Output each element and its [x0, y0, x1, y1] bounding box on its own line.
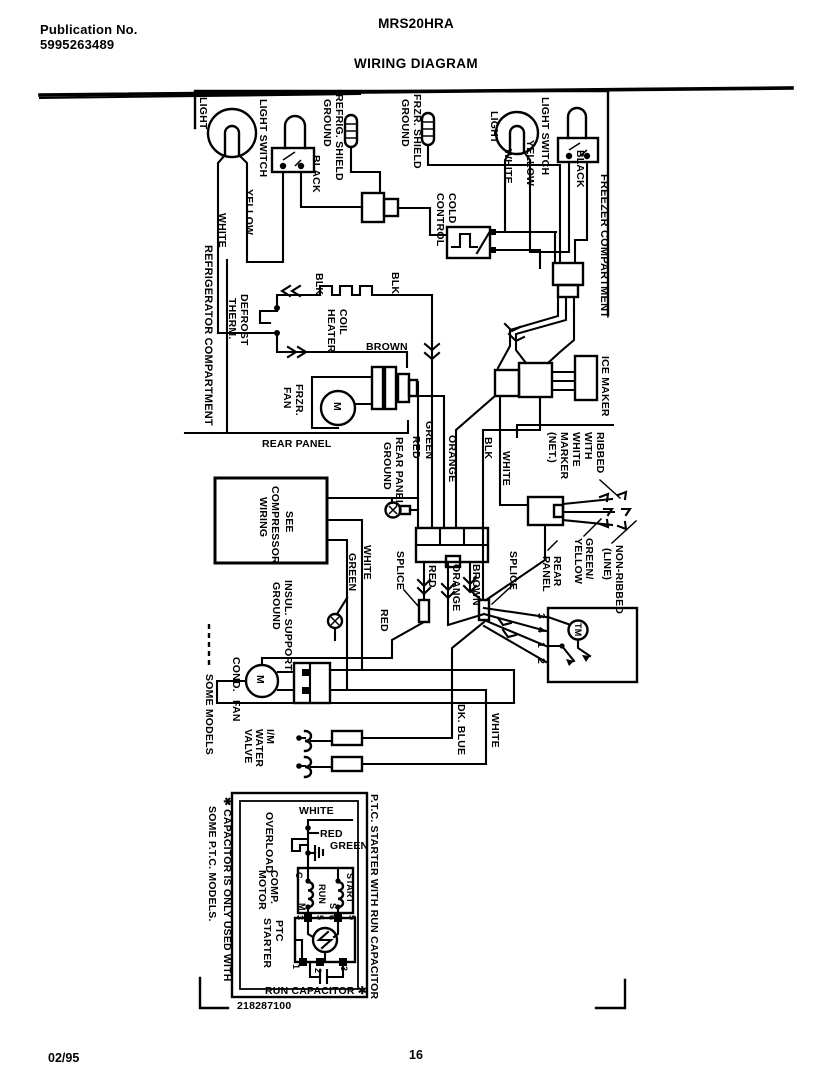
label-red: RED — [410, 436, 422, 459]
label-frz-white: WHITE — [502, 149, 514, 184]
insul-support-ground-lug — [328, 614, 342, 640]
ptc-top-t1: 3 — [295, 915, 305, 921]
label-ribbed-4: MARKER — [558, 432, 570, 480]
ptc-top-t3: 6 — [327, 915, 337, 921]
ptc-bot-t1: 1 — [291, 964, 301, 970]
publication-label: Publication No. — [40, 22, 138, 37]
label-frzr-shield-ground-2: GROUND — [399, 99, 411, 147]
label-water-valve-1: I/M — [264, 729, 276, 745]
label-insul-support-1: INSUL. SUPPORT — [282, 580, 294, 671]
label-wiring: WIRING — [257, 497, 269, 538]
label-splice-right: SPLICE — [507, 551, 519, 591]
ptc-s: S — [328, 903, 338, 910]
label-ribbed-2: WITH — [582, 432, 594, 460]
label-water-valve-3: VALVE — [242, 729, 254, 764]
label-green-yellow-2: YELLOW — [572, 538, 584, 585]
defrost-thermostat — [274, 305, 280, 336]
label-refrig-shield-ground-2: GROUND — [321, 99, 333, 147]
label-frz-light-switch: LIGHT SWITCH — [539, 97, 551, 176]
label-ice-maker: ICE MAKER — [599, 356, 611, 417]
label-orange-2: ORANGE — [450, 564, 462, 612]
ptc-title: P.T.C. STARTER WITH RUN CAPACITOR — [368, 794, 380, 1000]
label-white-3: WHITE — [489, 713, 501, 748]
label-frzr-fan-2: FAN — [281, 387, 293, 409]
label-white: WHITE — [500, 451, 512, 486]
label-ref-light-switch: LIGHT SWITCH — [257, 99, 269, 178]
footer-page-number: 16 — [409, 1048, 423, 1062]
label-water-valve-2: WATER — [253, 729, 265, 768]
freezer-connector — [553, 263, 583, 310]
ptc-starter-1: PTC — [273, 920, 285, 942]
label-splice-left: SPLICE — [394, 551, 406, 591]
label-blk: BLK — [482, 437, 494, 460]
label-compressor: COMPRESSOR — [269, 486, 281, 564]
label-brown-2: BROWN — [470, 564, 482, 606]
label-ref-yellow: YELLOW — [243, 189, 255, 236]
ptc-note-2: SOME P.T.C. MODELS. — [206, 806, 218, 922]
label-frz-yellow: YELLOW — [524, 140, 536, 187]
label-frzr-fan-1: FRZR. — [293, 384, 305, 416]
label-green-yellow-1: GREEN/ — [583, 538, 595, 580]
ptc-white: WHITE — [299, 805, 334, 817]
publication-number: 5995263489 — [40, 37, 115, 52]
splice-left — [419, 600, 429, 622]
label-frz-black: BLACK — [574, 150, 586, 188]
label-cold-control-1: COLD — [446, 193, 458, 224]
timer-motor-glyph: TM — [573, 623, 583, 637]
timer-terminal-1: 1 — [535, 642, 547, 649]
label-rear-panel-ground-1: REAR PANEL — [393, 437, 405, 507]
label-refrigerator-compartment: REFRIGERATOR COMPARTMENT — [202, 245, 214, 426]
label-ref-white: WHITE — [216, 213, 228, 248]
label-defrost-therm-2: THERM. — [226, 298, 238, 340]
label-ribbed-3: WHITE — [570, 432, 582, 467]
main-harness-connector — [416, 528, 488, 567]
label-dk-blue: DK. BLUE — [455, 704, 467, 756]
timer-terminal-2: 2 — [535, 658, 547, 665]
part-number: 218287100 — [237, 1000, 292, 1012]
label-orange: ORANGE — [446, 435, 458, 483]
ptc-top-t2: 5 — [315, 915, 325, 921]
model-number: MRS20HRA — [378, 16, 454, 31]
ptc-start: START — [345, 873, 355, 904]
timer-terminal-4: 4 — [535, 627, 547, 634]
ptc-starter-2: STARTER — [261, 918, 273, 969]
label-rear-panel-v2: PANEL — [540, 556, 552, 592]
line-cord-connector — [528, 497, 563, 525]
label-blk-left: BLK — [313, 273, 325, 296]
cold-control — [447, 227, 496, 258]
label-defrost-therm-1: DEFROST — [238, 294, 250, 346]
label-ref-black: BLACK — [310, 155, 322, 193]
ptc-run-capacitor: RUN CAPACITOR ✱ — [265, 985, 367, 997]
label-freezer-compartment: FREEZER COMPARTMENT — [598, 174, 610, 319]
label-blk-right: BLK — [389, 272, 401, 295]
label-non-ribbed-1: NON-RIBBED — [613, 545, 625, 615]
label-green-2: GREEN — [346, 553, 358, 592]
frzr-fan-motor-glyph: M — [331, 402, 343, 411]
refrigerator-light-bulb — [208, 109, 256, 157]
label-cold-control-2: CONTROL — [434, 193, 446, 247]
ptc-green: GREEN — [330, 840, 369, 852]
ptc-red: RED — [320, 828, 343, 840]
ptc-note-1: ✱ CAPACITOR IS ONLY USED WITH — [221, 797, 233, 982]
ptc-m: M — [297, 903, 307, 911]
label-cond-fan-1: COND. — [230, 657, 242, 692]
label-green: GREEN — [423, 421, 435, 460]
label-ref-light: LIGHT — [197, 97, 209, 130]
refrigerator-connector — [362, 193, 398, 222]
label-brown: BROWN — [366, 341, 408, 353]
defrost-timer — [548, 608, 637, 682]
ptc-comp-motor-1: COMP. — [268, 870, 280, 905]
label-coil-heater-2: HEATER — [325, 309, 337, 353]
ptc-c: C — [294, 872, 304, 879]
label-frz-light: LIGHT — [488, 111, 500, 144]
label-ribbed-5: (NET.) — [546, 432, 558, 463]
ptc-bot-t2: 2 — [313, 968, 323, 974]
label-some-models: SOME MODELS — [203, 674, 215, 755]
ice-maker-water-valve — [296, 731, 362, 777]
label-red-3: RED — [378, 609, 390, 632]
ptc-bot-t3: 3 — [339, 966, 349, 972]
label-cond-fan-2: FAN — [230, 700, 242, 722]
freezer-fan-motor — [321, 367, 417, 425]
ptc-run: RUN — [317, 884, 327, 905]
label-rear-panel: REAR PANEL — [262, 438, 332, 450]
page-title: WIRING DIAGRAM — [353, 56, 479, 71]
ice-maker — [495, 356, 597, 400]
timer-terminal-3: 3 — [535, 613, 547, 620]
refrig-shield-ground-pigtail — [345, 115, 357, 147]
cond-fan-motor-glyph: M — [254, 675, 266, 684]
label-non-ribbed-2: (LINE) — [601, 548, 613, 581]
label-see: SEE — [283, 511, 295, 533]
footer-date: 02/95 — [48, 1051, 80, 1065]
label-insul-support-2: GROUND — [270, 582, 282, 630]
label-ribbed-1: RIBBED — [594, 432, 606, 474]
label-white-2: WHITE — [361, 545, 373, 580]
label-frzr-shield-ground-1: FRZR. SHIELD — [411, 94, 423, 169]
ptc-top-t4: 5 — [347, 915, 357, 921]
ptc-comp-motor-2: MOTOR — [256, 870, 268, 910]
label-coil-heater-1: COIL — [337, 309, 349, 335]
label-refrig-shield-ground-1: REFRIG. SHIELD — [333, 94, 345, 181]
ptc-overload: OVERLOAD — [263, 812, 275, 874]
label-rear-panel-v1: REAR — [551, 556, 563, 587]
refrigerator-light-switch — [272, 116, 314, 172]
label-rear-panel-ground-2: GROUND — [381, 442, 393, 490]
label-red-2: RED — [426, 565, 438, 588]
